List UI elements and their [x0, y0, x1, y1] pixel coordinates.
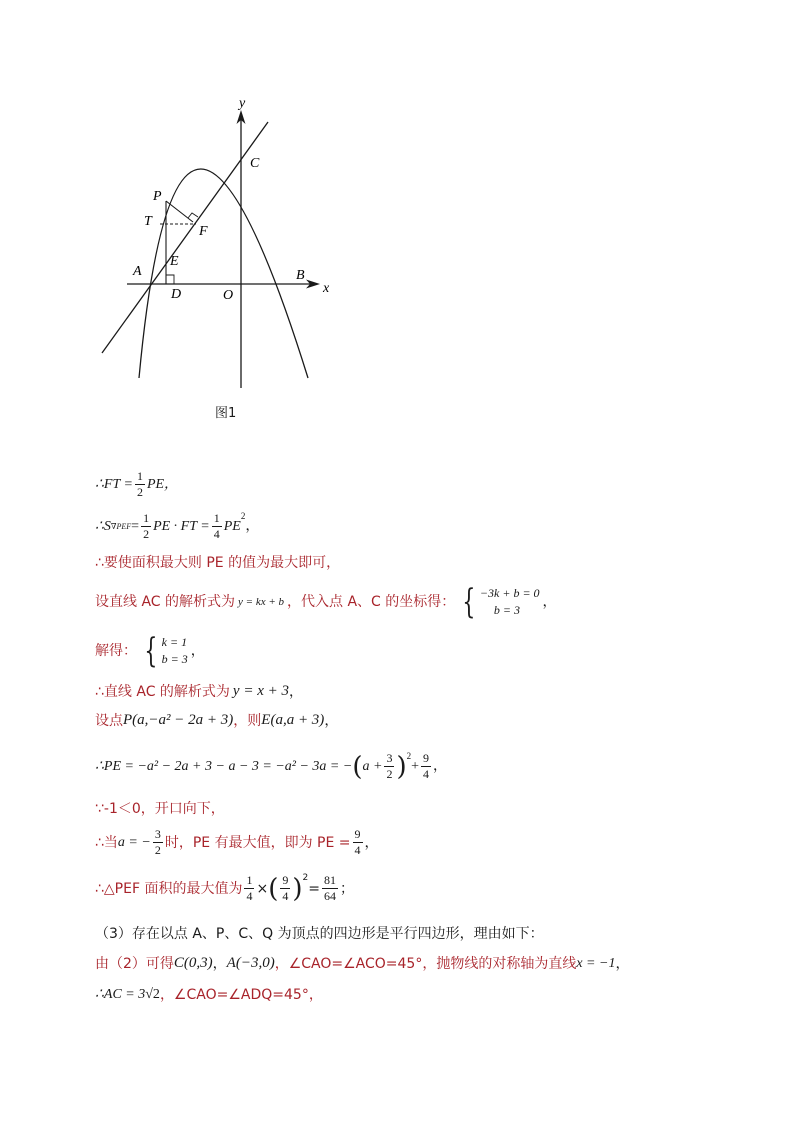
- figure-caption: 图1: [215, 406, 237, 421]
- label-x: x: [323, 281, 330, 296]
- label-c: C: [250, 156, 260, 171]
- right-angle-d: [166, 275, 174, 284]
- line-area: ∴S ∇PEF = $\frac{1}{2}$ PE · FT = $\frac{1}{4}$ PE $^2$ ，: [95, 511, 260, 542]
- right-angle-f: [188, 213, 198, 218]
- line-ac-eq: ∴直线 AC 的解析式为 y = x + 3 ，: [95, 683, 303, 700]
- label-p: P: [153, 189, 162, 204]
- line-ac-length: ∴AC = 3 √2 ，∠CAO=∠ADQ=45°，: [95, 987, 323, 1003]
- segment-pf: [166, 201, 193, 222]
- line-ac: [102, 122, 268, 353]
- line-ft: ∴FT = $\frac{1}{2}$ PE，: [95, 469, 179, 500]
- figure-1: [0, 0, 794, 420]
- line-solve: 解得： { k = 1 b = 3 ，: [95, 631, 205, 672]
- line-pe-expr: ∴PE = −a² − 2a + 3 − a − 3 = −a² − 3a = − ( a + $\frac{3}{2}$ ) $^2$ + $\frac{9}{4}$ ，: [95, 751, 447, 782]
- label-d: D: [171, 287, 182, 302]
- label-a: A: [133, 264, 142, 279]
- label-e: E: [170, 254, 179, 269]
- parabola: [139, 169, 308, 378]
- line-coords: 由（2）可得 C(0,3) ， A(−3,0) ，∠CAO=∠ACO=45°，抛物线的对称轴为直线 x = −1 ，: [95, 955, 630, 972]
- label-o: O: [223, 288, 234, 303]
- line-pe-max: ∴要使面积最大则 PE 的值为最大即可，: [95, 555, 341, 571]
- line-max-value: ∴当 a = − $\frac{3}{2}$ 时，PE 有最大值，即为 PE = $\frac{9}{4}$ ，: [95, 827, 379, 858]
- line-part3: （3）存在以点 A、P、C、Q 为顶点的四边形是平行四边形，理由如下：: [95, 926, 544, 942]
- line-set-ac: 设直线 AC 的解析式为 y = kx + b ，代入点 A、C 的坐标得： { −3k + b = 0 b = 3 ，: [95, 582, 557, 623]
- label-b: B: [296, 268, 305, 283]
- line-area-max: ∴△PEF 面积的最大值为 $\frac{1}{4}$ × ( $\frac{9}{4}$ ) $^2$ = $\frac{81}{64}$ ；: [95, 873, 354, 904]
- line-opens-down: ∵-1＜0，开口向下，: [95, 801, 225, 817]
- label-t: T: [144, 214, 152, 229]
- label-y: y: [239, 96, 246, 111]
- label-f: F: [199, 224, 208, 239]
- line-set-p: 设点 P(a,−a² − 2a + 3) ，则 E(a,a + 3) ，: [95, 712, 339, 729]
